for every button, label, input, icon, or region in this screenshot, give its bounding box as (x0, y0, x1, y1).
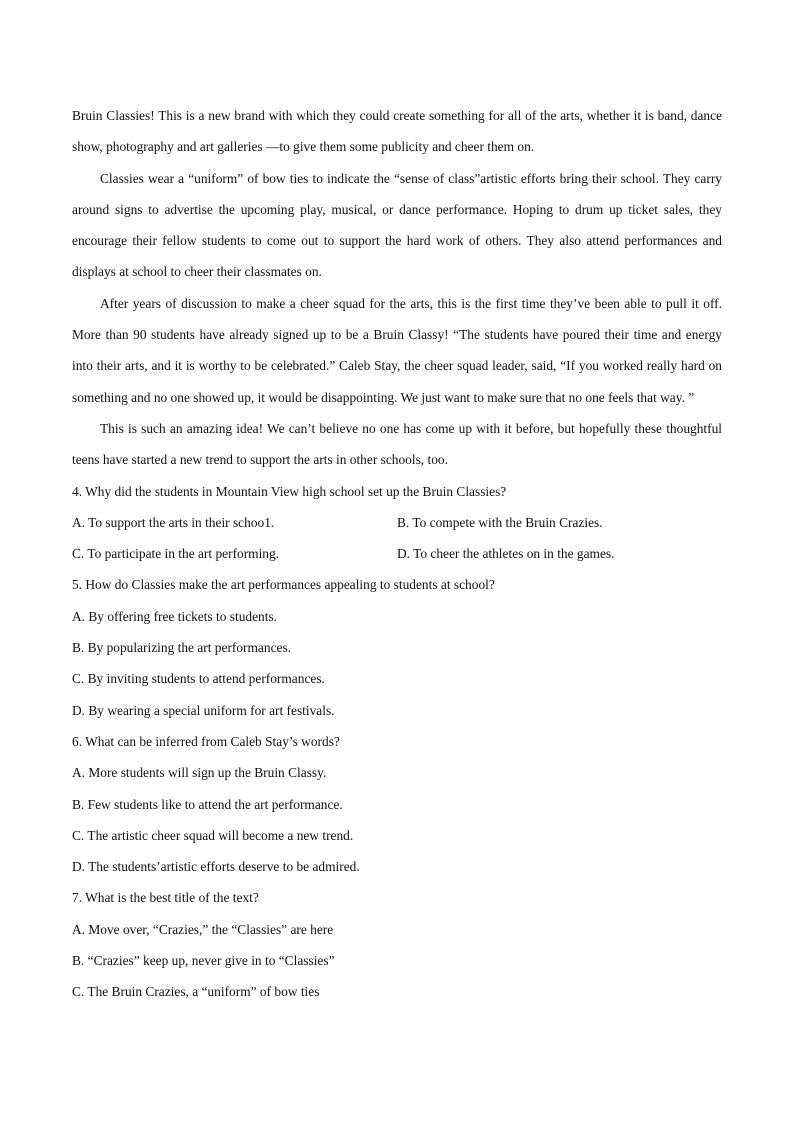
document-body (72, 100, 722, 1008)
question-7 (72, 882, 722, 1007)
passage-paragraph: Bruin Classies! This is a new brand with which they could create something for all of the arts, whether it is band, dance show, photography and art galleries —to give them some publicity and cheer them on. (72, 108, 722, 155)
option-c: C. The Bruin Crazies, a “uniform” of bow ties (72, 984, 320, 1000)
option-a: A. More students will sign up the Bruin Classy. (72, 765, 327, 781)
option-b: B. By popularizing the art performances. (72, 640, 292, 656)
option-d: D. To cheer the athletes on in the games. (397, 546, 615, 562)
option-a: A. To support the arts in their schoo1. (72, 514, 275, 530)
option-c: C. To participate in the art performing. (72, 546, 280, 562)
option-c: C. The artistic cheer squad will become a new trend. (72, 827, 354, 843)
option-d: D. By wearing a special uniform for art festivals. (72, 702, 335, 718)
question-6 (72, 726, 722, 882)
question-stem: 5. How do Classies make the art performances appealing to students at school? (72, 577, 495, 593)
option-row (72, 507, 722, 538)
option-b: B. “Crazies” keep up, never give in to “Classies” (72, 953, 335, 969)
option-a: A. Move over, “Crazies,” the “Classies” are here (72, 921, 334, 937)
passage-paragraph: This is such an amazing idea! We can’t believe no one has come up with it before, but hopefully these thoughtful teens have started a new trend to support the arts in other schools, too. (72, 420, 722, 468)
option-b: B. To compete with the Bruin Crazies. (397, 514, 603, 530)
option-a: A. By offering free tickets to students. (72, 608, 278, 624)
question-stem: 7. What is the best title of the text? (72, 890, 259, 906)
option-d: D. The students’artistic efforts deserve to be admired. (72, 859, 360, 875)
question-4 (72, 476, 722, 570)
question-5 (72, 569, 722, 725)
passage-paragraph: After years of discussion to make a cheer squad for the arts, this is the first time they’ve been able to pull it off. More than 90 students have already signed up to be a Bruin Classy! “The students have poured their time and energy into their arts, and it is worthy to be celebrated.” Caleb Stay, the cheer squad leader, said, “If you worked really hard on something and no one showed up, it would be disappointing. We just want to make sure that no one feels that way. ” (72, 295, 722, 405)
option-row (72, 538, 722, 569)
question-stem: 6. What can be inferred from Caleb Stay’s words? (72, 733, 340, 749)
option-c: C. By inviting students to attend performances. (72, 671, 325, 687)
option-b: B. Few students like to attend the art performance. (72, 796, 343, 812)
passage-paragraph: Classies wear a “uniform” of bow ties to indicate the “sense of class”artistic efforts bring their school. They carry around signs to advertise the upcoming play, musical, or dance performance. Hoping to drum up ticket sales, they encourage their fellow students to come out to support the hard work of others. They also attend performances and displays at school to cheer their classmates on. (72, 170, 722, 280)
question-stem: 4. Why did the students in Mountain View high school set up the Bruin Classies? (72, 483, 507, 499)
